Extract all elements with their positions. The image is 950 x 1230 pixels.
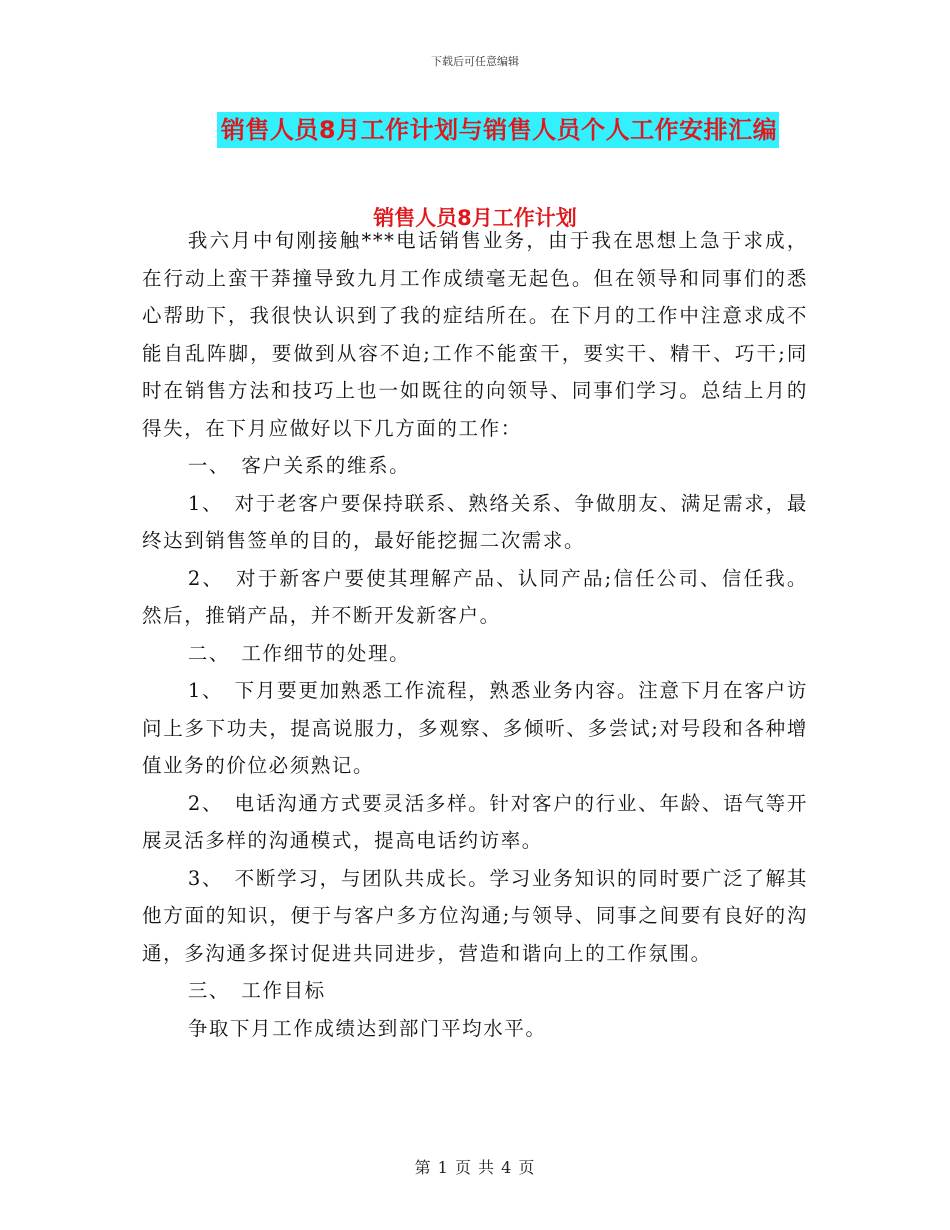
main-title-container — [0, 112, 950, 148]
heading-work-goals: 三、 工作目标 — [187, 979, 326, 1002]
document-body — [142, 222, 808, 1047]
paragraph-workflow: 1、 下月要更加熟悉工作流程，熟悉业务内容。注意下月在客户访问上多下功夫，提高说服力，多观察、多倾听、多尝试;对号段和各种增值业务的价位必须熟记。 — [142, 679, 808, 777]
heading-work-details: 二、 工作细节的处理。 — [187, 641, 411, 665]
heading-customer-relations: 一、 客户关系的维系。 — [187, 454, 411, 477]
header-note: 下载后可任意编辑 — [431, 55, 519, 68]
paragraph-new-customers: 2、 对于新客户要使其理解产品、认同产品;信任公司、信任我。然后，推销产品，并不断开发新客户。 — [142, 566, 808, 627]
paragraph-phone-communication: 2、 电话沟通方式要灵活多样。针对客户的行业、年龄、语气等开展灵活多样的沟通模式，提高电话约访率。 — [142, 791, 808, 852]
paragraph-continuous-learning: 3、 不断学习，与团队共成长。学习业务知识的同时要广泛了解其他方面的知识，便于与客户多方位沟通;与领导、同事之间要有良好的沟通，多沟通多探讨促进共同进步，营造和谐向上的工作氛围。 — [142, 866, 808, 965]
paragraph-goal: 争取下月工作成绩达到部门平均水平。 — [187, 1016, 547, 1040]
page-number: 第 1 页 共 4 页 — [414, 1158, 536, 1177]
paragraph-intro: 我六月中旬刚接触***电话销售业务，由于我在思想上急于求成，在行动上蛮干莽撞导致九月工作成绩毫无起色。但在领导和同事们的悉心帮助下，我很快认识到了我的症结所在。在下月的工作中注意求成不能自乱阵脚，要做到从容不迫;工作不能蛮干，要实干、精干、巧干;同时在销售方法和技巧上也一如既往的向领导、同事们学习。总结上月的得失，在下月应做好以下几方面的工作： — [142, 229, 808, 440]
paragraph-old-customers: 1、 对于老客户要保持联系、熟络关系、争做朋友、满足需求，最终达到销售签单的目的，最好能挖掘二次需求。 — [142, 491, 808, 552]
document-title: 销售人员8月工作计划与销售人员个人工作安排汇编 — [217, 112, 779, 148]
section-title: 销售人员8月工作计划 — [373, 206, 577, 230]
